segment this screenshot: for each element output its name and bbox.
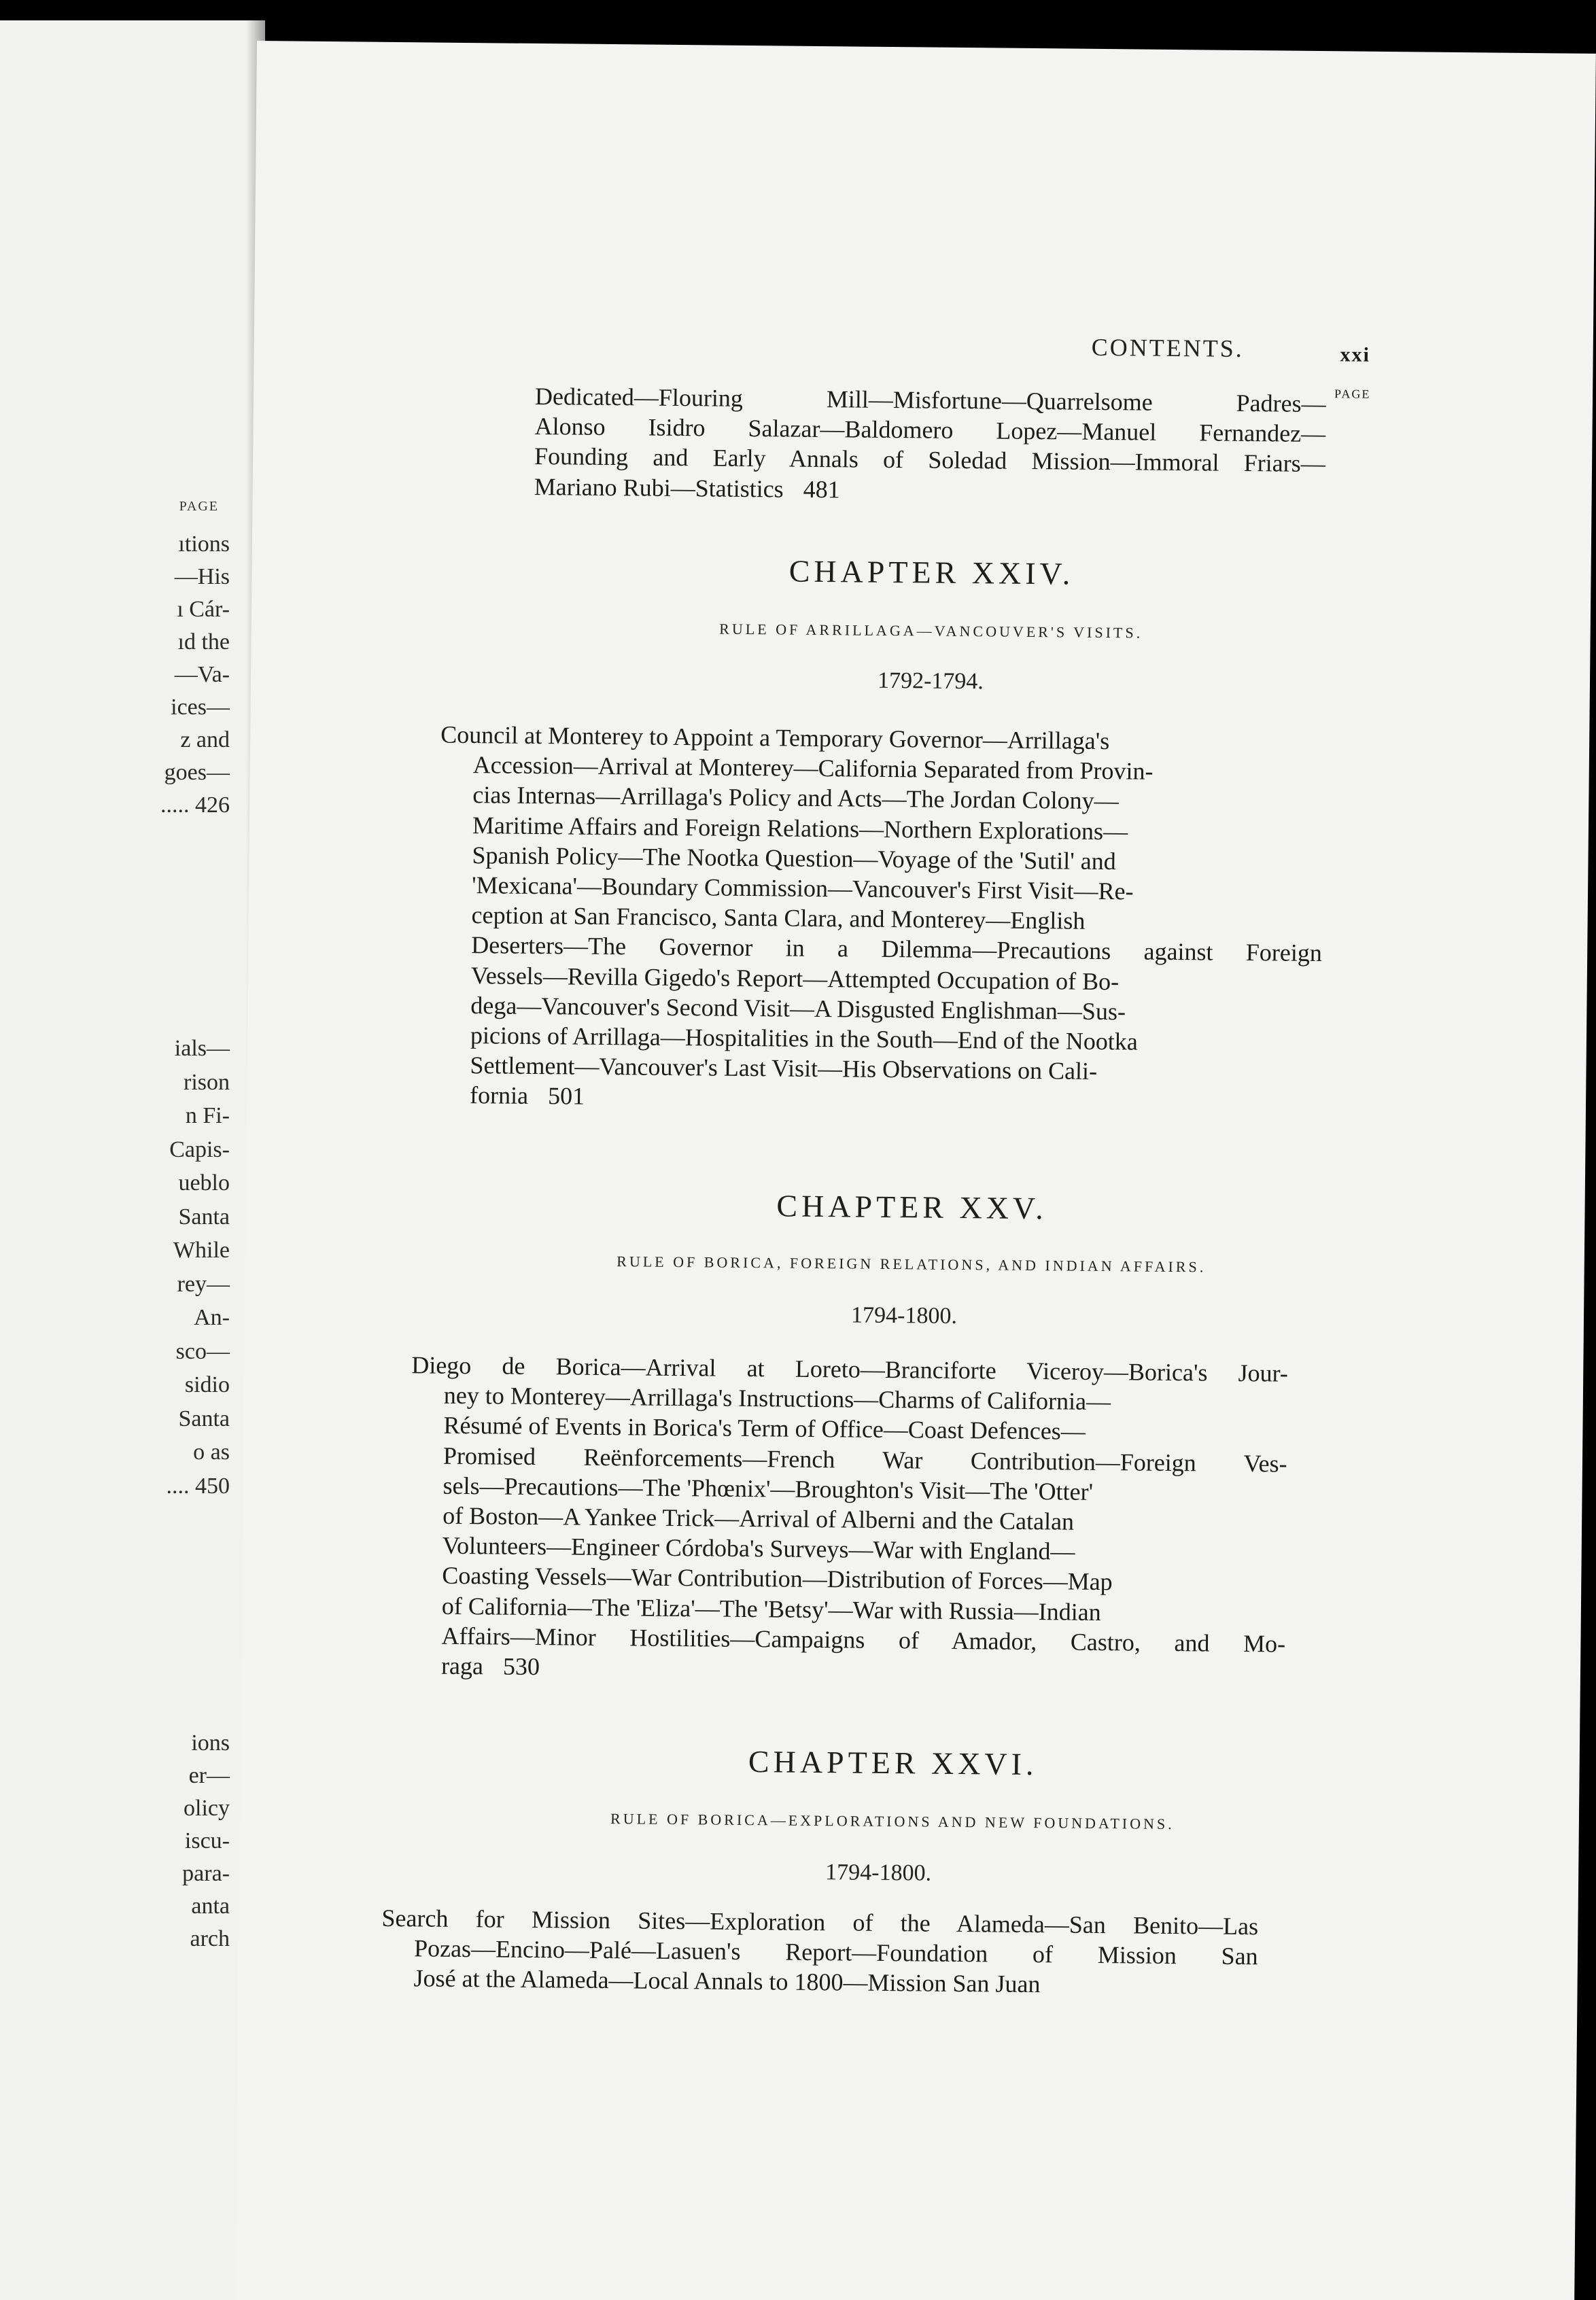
left-page-line: ials—: [174, 1036, 230, 1061]
left-page-line: —His: [174, 564, 230, 589]
chapter-page-ref: 501: [547, 1082, 585, 1111]
synopsis-line: Volunteers—Engineer Córdoba's Surveys—War with England—: [442, 1531, 1075, 1565]
synopsis-line: 'Mexicana'—Boundary Commission—Vancouver's First Visit—Re-: [471, 871, 1134, 905]
continuation-entry: [502, 381, 1327, 508]
synopsis-line: dega—Vancouver's Second Visit—A Disgusted Englishman—Sus-: [470, 991, 1126, 1026]
left-page-line: goes—: [164, 760, 230, 785]
synopsis-line: of California—The 'Eliza'—The 'Betsy'—War with Russia—Indian: [441, 1592, 1101, 1626]
left-page-line: sco—: [175, 1338, 230, 1364]
left-page-line: er—: [188, 1763, 230, 1788]
left-page-line: n Fi-: [185, 1103, 230, 1128]
left-page-line: ı Cár-: [177, 597, 230, 622]
left-page-line: o as: [193, 1440, 230, 1465]
entry-last-text: Mariano Rubi—Statistics: [534, 472, 784, 503]
chapter-title: CHAPTER XXVI.: [748, 1744, 1038, 1782]
chapter-subtitle: RULE OF ARRILLAGA—VANCOUVER'S VISITS.: [719, 620, 1143, 642]
chapter-synopsis: [409, 1350, 1289, 1689]
left-page-line: anta: [191, 1894, 230, 1919]
left-page-line: ions: [191, 1730, 230, 1756]
entry-page-ref: 481: [803, 475, 840, 503]
left-page-line: Santa: [178, 1406, 230, 1431]
contents-page: [235, 41, 1596, 2300]
left-page-line: arch: [190, 1926, 230, 1951]
left-page-line: ıd the: [177, 629, 230, 655]
entry-line: Founding and Early Annals of Soledad Mission—Immoral Friars—: [534, 442, 1325, 478]
chapter-years: 1794-1800.: [850, 1302, 958, 1329]
left-page-line: ..... 426: [160, 792, 230, 818]
synopsis-line: Vessels—Revilla Gigedo's Report—Attempted Occupation of Bo-: [470, 961, 1120, 995]
left-page-label: PAGE: [179, 499, 219, 514]
chapter-subtitle: RULE OF BORICA, FOREIGN RELATIONS, AND INDIAN AFFAIRS.: [617, 1253, 1207, 1276]
left-page-line: iscu-: [184, 1828, 230, 1853]
synopsis-line: sels—Precautions—The 'Phœnix'—Broughton's Visit—The 'Otter': [443, 1471, 1094, 1505]
synopsis-line: Spanish Policy—The Nootka Question—Voyage of the 'Sutil' and: [472, 841, 1116, 875]
left-page-line: ueblo: [178, 1170, 230, 1196]
synopsis-line: Search for Mission Sites—Exploration of the Alameda—San Benito—Las: [381, 1904, 1259, 1940]
entry-line: Alonso Isidro Salazar—Baldomero Lopez—Manuel Fernandez—: [534, 413, 1326, 448]
synopsis-line: cias Internas—Arrillaga's Policy and Acts—The Jordan Colony—: [472, 781, 1119, 815]
chapter-synopsis: [381, 1903, 1258, 2002]
synopsis-line: of Boston—A Yankee Trick—Arrival of Alberni and the Catalan: [442, 1501, 1075, 1535]
synopsis-last-text: fornia: [469, 1081, 529, 1110]
chapter-subtitle: RULE OF BORICA—EXPLORATIONS AND NEW FOUNDATIONS.: [610, 1810, 1175, 1833]
synopsis-line: Affairs—Minor Hostilities—Campaigns of Amador, Castro, and Mo-: [441, 1622, 1286, 1658]
left-page-line: ices—: [171, 695, 230, 720]
entry-line: Dedicated—Flouring Mill—Misfortune—Quarrelsome Padres—: [534, 382, 1326, 418]
left-page-line: —Va-: [174, 662, 230, 687]
chapter-synopsis: [437, 720, 1324, 1119]
page-column-label: PAGE: [1334, 387, 1371, 401]
left-page: [0, 20, 265, 2300]
synopsis-line: picions of Arrillaga—Hospitalities in the South—End of the Nootka: [470, 1022, 1138, 1056]
synopsis-line: Council at Monterey to Appoint a Temporary Governor—Arrillaga's: [440, 720, 1110, 755]
synopsis-line: Coasting Vessels—War Contribution—Distribution of Forces—Map: [442, 1562, 1113, 1596]
left-page-line: Santa: [178, 1204, 230, 1230]
synopsis-line: Accession—Arrival at Monterey—California Separated from Provin-: [472, 751, 1153, 785]
left-page-line: .... 450: [166, 1473, 230, 1499]
synopsis-line: Maritime Affairs and Foreign Relations—Northern Explorations—: [472, 811, 1128, 845]
synopsis-line: Promised Reënforcements—French War Contribution—Foreign Ves-: [443, 1442, 1287, 1478]
left-page-line: An-: [194, 1305, 230, 1330]
synopsis-line: José at the Alameda—Local Annals to 1800—Mission San Juan: [413, 1964, 1041, 1998]
chapter-page-ref: 530: [502, 1652, 540, 1681]
synopsis-line: Diego de Borica—Arrival at Loreto—Branciforte Viceroy—Borica's Jour-: [411, 1351, 1289, 1387]
chapter-title: CHAPTER XXV.: [776, 1188, 1047, 1226]
left-page-line: sidio: [184, 1372, 230, 1397]
left-page-line: ıtions: [178, 532, 230, 557]
synopsis-last-text: raga: [440, 1652, 484, 1680]
synopsis-line: Résumé of Events in Borica's Term of Office—Coast Defences—: [443, 1412, 1086, 1446]
left-page-line: rison: [184, 1069, 230, 1095]
synopsis-line: Deserters—The Governor in a Dilemma—Precautions against Foreign: [471, 931, 1323, 967]
synopsis-line: Settlement—Vancouver's Last Visit—His Observations on Cali-: [470, 1051, 1098, 1085]
left-page-line: Capis-: [169, 1136, 230, 1162]
chapter-years: 1794-1800.: [825, 1860, 932, 1886]
chapter-years: 1792-1794.: [877, 667, 984, 695]
page-number: xxi: [1340, 343, 1371, 366]
synopsis-line: Pozas—Encino—Palé—Lasuen's Report—Foundation of Mission San: [413, 1934, 1258, 1970]
synopsis-line: ney to Monterey—Arrillaga's Instructions—Charms of California—: [443, 1381, 1111, 1416]
running-head-title: CONTENTS.: [1091, 333, 1244, 362]
left-page-line: rey—: [177, 1271, 230, 1297]
left-page-line: z and: [180, 727, 230, 752]
chapter-title: CHAPTER XXIV.: [788, 553, 1075, 591]
left-page-line: While: [173, 1238, 230, 1263]
synopsis-line: ception at San Francisco, Santa Clara, and Monterey—English: [471, 901, 1086, 935]
left-page-line: olicy: [184, 1796, 230, 1821]
left-page-line: para-: [182, 1861, 230, 1886]
